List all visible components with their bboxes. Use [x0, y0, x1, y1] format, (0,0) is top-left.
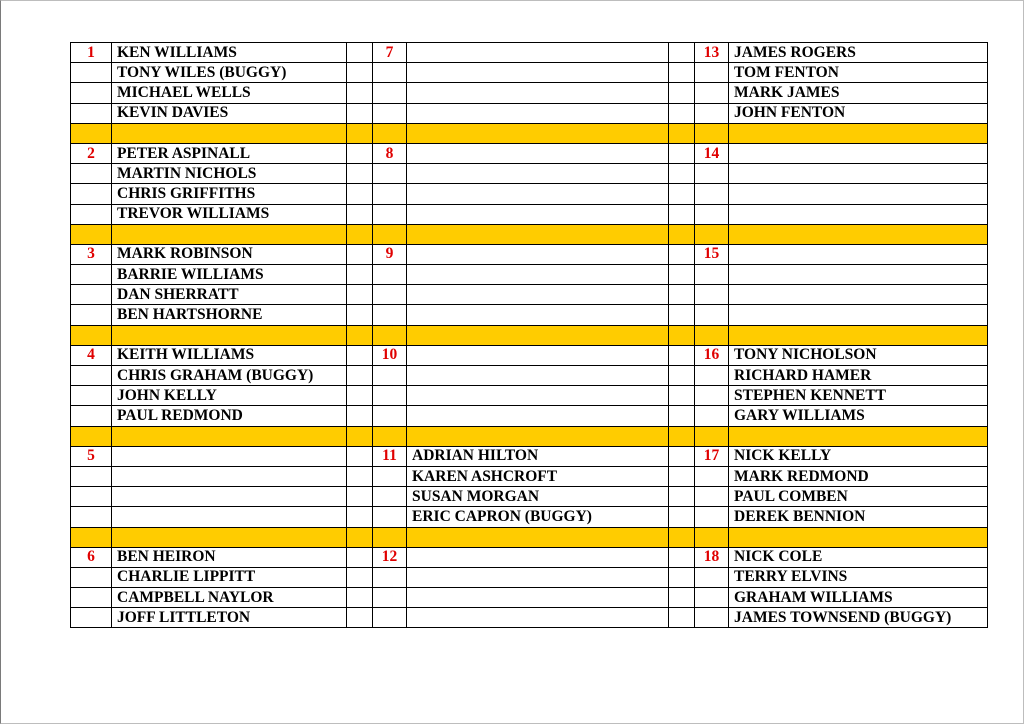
player-name: KEVIN DAVIES: [112, 103, 347, 123]
player-name: NICK KELLY: [729, 446, 988, 466]
group-row: [71, 406, 988, 426]
group-number: 3: [71, 244, 112, 264]
player-name: [407, 63, 669, 83]
player-name: [407, 285, 669, 305]
separator-cell: [669, 123, 695, 143]
group-row: [71, 204, 988, 224]
group-number: [373, 386, 407, 406]
spacer-cell: [347, 588, 373, 608]
player-name: JOHN KELLY: [112, 386, 347, 406]
separator-cell: [407, 224, 669, 244]
group-number: [373, 366, 407, 386]
separator-cell: [373, 325, 407, 345]
group-number: [695, 588, 729, 608]
spacer-cell: [669, 608, 695, 628]
player-name: JOHN FENTON: [729, 103, 988, 123]
player-name: MARK JAMES: [729, 83, 988, 103]
separator-cell: [729, 426, 988, 446]
separator-cell: [112, 527, 347, 547]
spacer-cell: [347, 345, 373, 365]
player-name: ADRIAN HILTON: [407, 446, 669, 466]
player-name: [407, 204, 669, 224]
separator-cell: [373, 527, 407, 547]
player-name: [729, 184, 988, 204]
spacer-cell: [347, 265, 373, 285]
player-name: MICHAEL WELLS: [112, 83, 347, 103]
player-name: PETER ASPINALL: [112, 143, 347, 163]
group-number: 14: [695, 143, 729, 163]
separator-cell: [669, 325, 695, 345]
group-row: [71, 446, 988, 466]
separator-cell: [373, 123, 407, 143]
spacer-cell: [669, 588, 695, 608]
spacer-cell: [669, 103, 695, 123]
player-name: [407, 567, 669, 587]
player-name: CHRIS GRAHAM (BUGGY): [112, 366, 347, 386]
group-number: [695, 103, 729, 123]
separator-cell: [407, 123, 669, 143]
player-name: [729, 244, 988, 264]
spacer-cell: [669, 567, 695, 587]
group-number: [373, 406, 407, 426]
player-name: ERIC CAPRON (BUGGY): [407, 507, 669, 527]
group-number: 2: [71, 143, 112, 163]
separator-cell: [347, 325, 373, 345]
player-name: [407, 43, 669, 63]
spacer-cell: [347, 386, 373, 406]
spacer-cell: [347, 43, 373, 63]
spacer-cell: [669, 466, 695, 486]
player-name: BARRIE WILLIAMS: [112, 265, 347, 285]
group-number: 15: [695, 244, 729, 264]
group-number: [71, 103, 112, 123]
spacer-cell: [669, 366, 695, 386]
spacer-cell: [669, 406, 695, 426]
group-number: [695, 406, 729, 426]
group-number: [373, 487, 407, 507]
spacer-cell: [669, 204, 695, 224]
spacer-cell: [347, 487, 373, 507]
group-number: [71, 184, 112, 204]
player-name: [112, 487, 347, 507]
spacer-cell: [669, 386, 695, 406]
separator-row: [71, 426, 988, 446]
group-number: [71, 406, 112, 426]
player-name: JAMES ROGERS: [729, 43, 988, 63]
group-number: [373, 507, 407, 527]
spacer-cell: [347, 507, 373, 527]
group-number: 8: [373, 143, 407, 163]
group-number: [373, 83, 407, 103]
separator-cell: [695, 224, 729, 244]
separator-cell: [71, 123, 112, 143]
player-name: [407, 406, 669, 426]
player-name: [407, 164, 669, 184]
group-number: [373, 588, 407, 608]
group-number: [71, 305, 112, 325]
group-number: [373, 204, 407, 224]
player-name: CAMPBELL NAYLOR: [112, 588, 347, 608]
player-name: [729, 164, 988, 184]
separator-cell: [112, 325, 347, 345]
group-row: [71, 386, 988, 406]
group-number: [695, 507, 729, 527]
separator-row: [71, 123, 988, 143]
group-row: [71, 285, 988, 305]
player-name: TREVOR WILLIAMS: [112, 204, 347, 224]
separator-cell: [407, 527, 669, 547]
spacer-cell: [347, 608, 373, 628]
player-name: KEITH WILLIAMS: [112, 345, 347, 365]
player-name: KEN WILLIAMS: [112, 43, 347, 63]
player-name: KAREN ASHCROFT: [407, 466, 669, 486]
group-number: [71, 285, 112, 305]
group-number: 9: [373, 244, 407, 264]
group-number: [695, 567, 729, 587]
group-number: [71, 588, 112, 608]
player-name: [407, 83, 669, 103]
group-number: 18: [695, 547, 729, 567]
group-number: [695, 305, 729, 325]
spacer-cell: [347, 164, 373, 184]
player-name: [407, 588, 669, 608]
player-name: [729, 285, 988, 305]
spacer-cell: [669, 265, 695, 285]
player-name: NICK COLE: [729, 547, 988, 567]
player-name: [112, 507, 347, 527]
group-number: [373, 164, 407, 184]
separator-cell: [71, 224, 112, 244]
separator-cell: [71, 527, 112, 547]
spacer-cell: [669, 43, 695, 63]
group-row: [71, 547, 988, 567]
spacer-cell: [669, 507, 695, 527]
group-number: [373, 63, 407, 83]
separator-cell: [695, 123, 729, 143]
spacer-cell: [347, 143, 373, 163]
player-name: [729, 265, 988, 285]
player-name: GRAHAM WILLIAMS: [729, 588, 988, 608]
separator-cell: [695, 325, 729, 345]
group-number: [373, 466, 407, 486]
player-name: [112, 446, 347, 466]
spacer-cell: [669, 83, 695, 103]
group-row: [71, 366, 988, 386]
player-name: PAUL REDMOND: [112, 406, 347, 426]
spacer-cell: [347, 285, 373, 305]
group-row: [71, 103, 988, 123]
group-row: [71, 43, 988, 63]
group-number: [695, 83, 729, 103]
group-number: 5: [71, 446, 112, 466]
group-row: [71, 507, 988, 527]
group-number: 4: [71, 345, 112, 365]
spacer-cell: [347, 103, 373, 123]
group-number: [373, 608, 407, 628]
group-number: [695, 466, 729, 486]
group-number: [71, 386, 112, 406]
separator-cell: [669, 224, 695, 244]
group-number: [695, 285, 729, 305]
spacer-cell: [669, 63, 695, 83]
group-row: [71, 83, 988, 103]
spacer-cell: [669, 184, 695, 204]
group-number: 10: [373, 345, 407, 365]
spacer-cell: [347, 305, 373, 325]
player-name: TOM FENTON: [729, 63, 988, 83]
group-row: [71, 184, 988, 204]
separator-cell: [729, 224, 988, 244]
spacer-cell: [347, 466, 373, 486]
separator-cell: [347, 527, 373, 547]
group-row: [71, 466, 988, 486]
group-row: [71, 588, 988, 608]
group-number: [71, 164, 112, 184]
player-name: CHRIS GRIFFITHS: [112, 184, 347, 204]
group-number: [695, 487, 729, 507]
group-number: [71, 487, 112, 507]
separator-cell: [112, 224, 347, 244]
group-number: [373, 305, 407, 325]
spacer-cell: [347, 406, 373, 426]
group-number: [373, 184, 407, 204]
player-name: DAN SHERRATT: [112, 285, 347, 305]
separator-row: [71, 224, 988, 244]
separator-cell: [112, 426, 347, 446]
group-number: [71, 366, 112, 386]
group-number: [71, 265, 112, 285]
separator-cell: [729, 325, 988, 345]
separator-cell: [373, 224, 407, 244]
player-name: CHARLIE LIPPITT: [112, 567, 347, 587]
group-number: [695, 265, 729, 285]
player-name: [407, 608, 669, 628]
group-number: 16: [695, 345, 729, 365]
group-number: 17: [695, 446, 729, 466]
player-name: [407, 143, 669, 163]
player-name: RICHARD HAMER: [729, 366, 988, 386]
group-number: [373, 285, 407, 305]
separator-cell: [407, 426, 669, 446]
player-name: MARK ROBINSON: [112, 244, 347, 264]
spacer-cell: [347, 204, 373, 224]
player-name: [407, 305, 669, 325]
spacer-cell: [347, 547, 373, 567]
group-row: [71, 345, 988, 365]
group-number: [695, 204, 729, 224]
group-number: [695, 184, 729, 204]
separator-cell: [71, 426, 112, 446]
group-row: [71, 487, 988, 507]
group-number: [71, 567, 112, 587]
group-number: 6: [71, 547, 112, 567]
player-name: [407, 386, 669, 406]
group-number: 1: [71, 43, 112, 63]
player-name: [112, 466, 347, 486]
player-name: [407, 265, 669, 285]
separator-row: [71, 527, 988, 547]
spacer-cell: [347, 184, 373, 204]
group-number: [695, 386, 729, 406]
spacer-cell: [347, 83, 373, 103]
group-row: [71, 608, 988, 628]
player-name: [407, 366, 669, 386]
player-name: [407, 244, 669, 264]
player-name: [729, 204, 988, 224]
player-name: [407, 345, 669, 365]
group-number: [373, 103, 407, 123]
group-number: [71, 466, 112, 486]
spacer-cell: [669, 547, 695, 567]
spacer-cell: [347, 567, 373, 587]
player-name: MARK REDMOND: [729, 466, 988, 486]
group-number: [71, 507, 112, 527]
player-name: PAUL COMBEN: [729, 487, 988, 507]
player-name: [729, 143, 988, 163]
group-row: [71, 143, 988, 163]
player-name: JOFF LITTLETON: [112, 608, 347, 628]
separator-cell: [373, 426, 407, 446]
spacer-cell: [347, 446, 373, 466]
group-number: 7: [373, 43, 407, 63]
player-name: BEN HARTSHORNE: [112, 305, 347, 325]
player-name: [407, 103, 669, 123]
separator-cell: [669, 527, 695, 547]
player-name: DEREK BENNION: [729, 507, 988, 527]
player-name: GARY WILLIAMS: [729, 406, 988, 426]
spacer-cell: [347, 244, 373, 264]
player-name: TERRY ELVINS: [729, 567, 988, 587]
spacer-cell: [347, 366, 373, 386]
separator-cell: [347, 426, 373, 446]
separator-row: [71, 325, 988, 345]
group-number: [71, 83, 112, 103]
spacer-cell: [669, 244, 695, 264]
separator-cell: [729, 123, 988, 143]
player-name: MARTIN NICHOLS: [112, 164, 347, 184]
separator-cell: [71, 325, 112, 345]
tee-time-sheet: [70, 42, 988, 628]
separator-cell: [347, 224, 373, 244]
spacer-cell: [669, 143, 695, 163]
player-name: [407, 184, 669, 204]
player-name: SUSAN MORGAN: [407, 487, 669, 507]
spacer-cell: [669, 285, 695, 305]
group-row: [71, 567, 988, 587]
separator-cell: [695, 426, 729, 446]
separator-cell: [729, 527, 988, 547]
separator-cell: [112, 123, 347, 143]
separator-cell: [407, 325, 669, 345]
group-row: [71, 244, 988, 264]
spacer-cell: [669, 446, 695, 466]
group-row: [71, 63, 988, 83]
group-row: [71, 305, 988, 325]
group-number: [695, 366, 729, 386]
group-number: [695, 63, 729, 83]
spacer-cell: [347, 63, 373, 83]
spacer-cell: [669, 305, 695, 325]
group-row: [71, 265, 988, 285]
spacer-cell: [669, 345, 695, 365]
player-name: TONY NICHOLSON: [729, 345, 988, 365]
group-number: [71, 63, 112, 83]
group-number: [71, 204, 112, 224]
group-number: 12: [373, 547, 407, 567]
separator-cell: [669, 426, 695, 446]
group-number: [373, 265, 407, 285]
group-number: [695, 164, 729, 184]
group-number: 13: [695, 43, 729, 63]
player-name: STEPHEN KENNETT: [729, 386, 988, 406]
separator-cell: [695, 527, 729, 547]
group-number: [71, 608, 112, 628]
player-name: JAMES TOWNSEND (BUGGY): [729, 608, 988, 628]
player-name: BEN HEIRON: [112, 547, 347, 567]
group-row: [71, 164, 988, 184]
player-name: [407, 547, 669, 567]
separator-cell: [347, 123, 373, 143]
group-number: [373, 567, 407, 587]
player-name: [729, 305, 988, 325]
player-name: TONY WILES (BUGGY): [112, 63, 347, 83]
group-number: 11: [373, 446, 407, 466]
spacer-cell: [669, 487, 695, 507]
group-number: [695, 608, 729, 628]
spacer-cell: [669, 164, 695, 184]
